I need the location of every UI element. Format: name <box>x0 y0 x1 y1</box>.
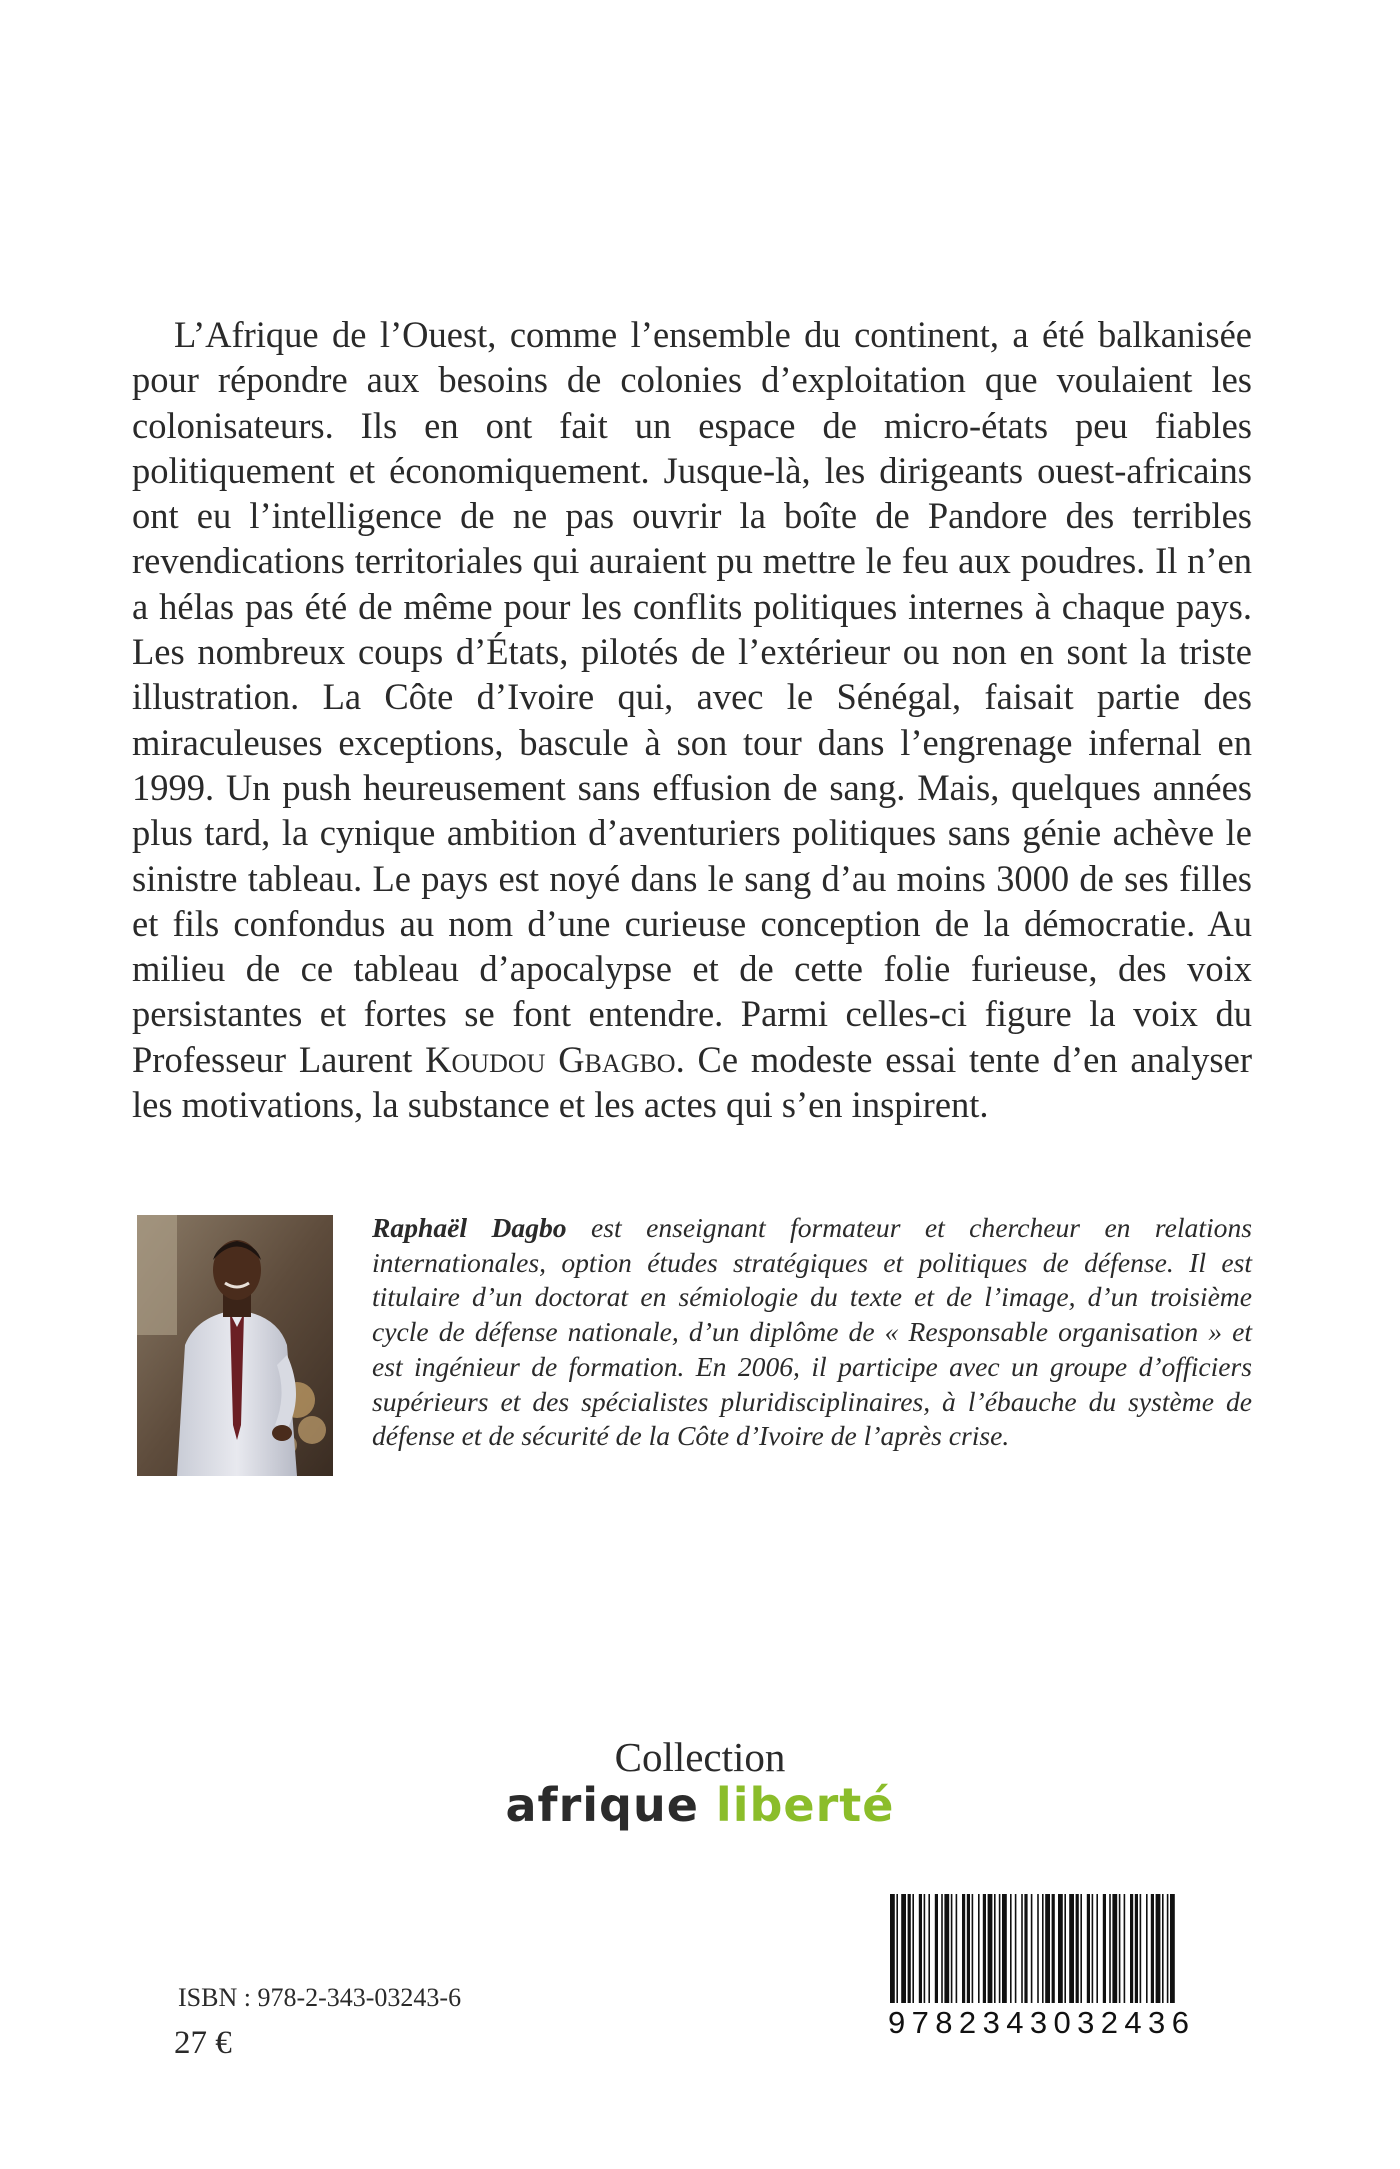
collection-name-word-2: liberté <box>715 1778 895 1832</box>
collection-label: Collection <box>614 1734 786 1780</box>
barcode-digits: 9782343032436 <box>888 2003 1176 2043</box>
isbn: ISBN : 978-2-343-03243-6 <box>178 1983 462 2012</box>
author-name-small-caps-1: Koudou <box>425 1038 546 1080</box>
author-name-small-caps-2: Gbagbo <box>558 1038 676 1080</box>
summary-text <box>132 312 1252 1127</box>
author-bio <box>372 1211 1252 1454</box>
summary-part-1: L’Afrique de l’Ouest, comme l’ensemble du continent, a été balkanisée pour répondre aux besoins de colonies d’exploitation que voulaient les colonisateurs. Ils en ont fait un espace de micro-états peu fiables politiquement et économiquement. Jusque-là, les dirigeants ouest-africains ont eu l’intelligence de ne pas ouvrir la boîte de Pandore des terribles revendications territoriales qui auraient pu mettre le feu aux poudres. Il n’en a hélas pas été de même pour les conflits politiques internes à chaque pays. Les nombreux coups d’États, pilotés de l’extérieur ou non en sont la triste illustration. La Côte d’Ivoire qui, avec le Sénégal, faisait partie des miraculeuses exceptions, bascule à son tour dans l’engrenage infernal en 1999. Un push heureusement sans effusion de sang. Mais, quelques années plus tard, la cynique ambition d’aventuriers politiques sans génie achève le sinistre tableau. Le pays est noyé dans le sang d’au moins 3000 de ses filles et fils confondus au nom d’une curieuse conception de la démocratie. Au milieu de ce tableau d’apocalypse et de cette folie furieuse, des voix persistantes et fortes se font entendre. Parmi celles-ci figure la voix du Professeur Laurent <box>132 314 1252 1080</box>
summary-part-2: . Ce modeste essai tente d’en analyser les motivations, la substance et les actes qui s’en inspirent. <box>132 1038 1252 1126</box>
author-name: Raphaël Dagbo <box>372 1212 567 1243</box>
author-photo <box>137 1215 333 1476</box>
collection-logo <box>430 1778 970 1832</box>
price: 27 € <box>174 2025 232 2061</box>
author-bio-text: est enseignant formateur et chercheur en relations internationales, option études stratégiques et politiques de défense. Il est titulaire d’un doctorat en sémiologie du texte et de l’image, d’un troisième cycle de défense nationale, d’un diplôme de « Responsable organisation » et est ingénieur de formation. En 2006, il participe avec un groupe d’officiers supérieurs et des spécialistes pluridisciplinaires, à l’ébauche du système de défense et de sécurité de la Côte d’Ivoire de l’après crise. <box>372 1212 1252 1452</box>
collection-name-word-1: afrique <box>505 1778 699 1832</box>
